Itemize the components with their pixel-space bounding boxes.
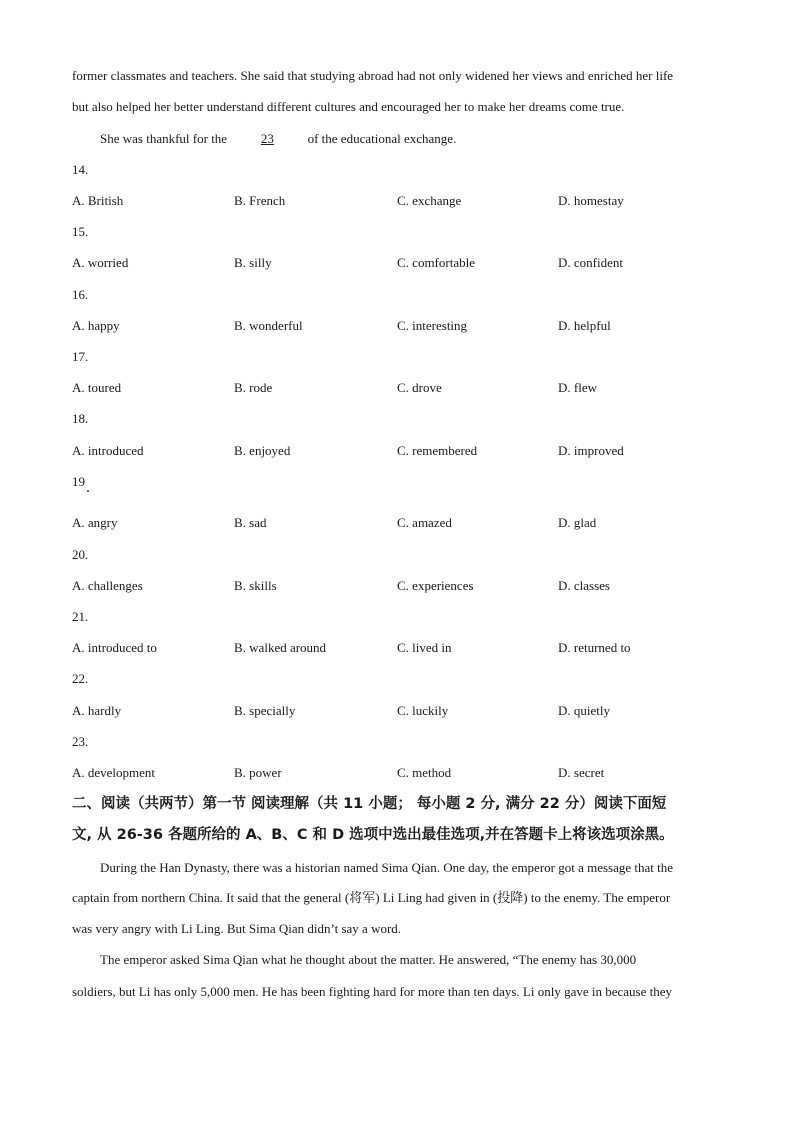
answer-blank: 23 (260, 131, 274, 146)
option-c: C. drove (397, 380, 442, 395)
passage-line: During the Han Dynasty, there was a historian named Sima Qian. One day, the emperor got a message that the (100, 860, 674, 875)
passage-line: captain from northern China. It said that the general (将军) Li Ling had given in (投降) to the enemy. The emperor (72, 890, 671, 905)
sentence-before: She was thankful for the (100, 131, 231, 146)
option-a: A. happy (72, 318, 120, 333)
option-c: C. method (397, 765, 452, 780)
question-number: 19 (72, 474, 85, 489)
stray-dot (87, 490, 89, 492)
question-number: 16. (72, 287, 89, 302)
option-c: C. exchange (397, 193, 462, 208)
option-b: B. specially (234, 703, 296, 718)
question-number: 18. (72, 411, 89, 426)
blank-sentence (100, 130, 752, 148)
option-a: A. introduced (72, 443, 144, 458)
option-b: B. walked around (234, 640, 327, 655)
option-d: D. quietly (558, 703, 610, 718)
passage-line: soldiers, but Li has only 5,000 men. He has been fighting hard for more than ten days. Li only gave in because they (72, 984, 673, 999)
option-b: B. wonderful (234, 318, 303, 333)
option-c: C. lived in (397, 640, 452, 655)
section-heading: 文, 从 26-36 各题所给的 A、B、C 和 D 选项中选出最佳选项,并在答题卡上将该选项涂黑。 (72, 827, 674, 843)
sentence-after: of the educational exchange. (304, 131, 457, 146)
option-a: A. development (72, 765, 156, 780)
option-b: B. skills (234, 578, 277, 593)
question-number: 15. (72, 224, 89, 239)
option-a: A. British (72, 193, 124, 208)
option-d: D. improved (558, 443, 624, 458)
option-b: B. silly (234, 255, 272, 270)
option-b: B. enjoyed (234, 443, 291, 458)
option-d: D. returned to (558, 640, 631, 655)
option-c: C. luckily (397, 703, 449, 718)
option-a: A. challenges (72, 578, 143, 593)
option-b: B. sad (234, 515, 267, 530)
passage-line: but also helped her better understand different cultures and encouraged her to make her dreams come true. (72, 99, 625, 114)
passage-line: was very angry with Li Ling. But Sima Qian didn’t say a word. (72, 921, 402, 936)
question-number: 20. (72, 547, 89, 562)
option-c: C. remembered (397, 443, 478, 458)
option-d: D. confident (558, 255, 623, 270)
option-d: D. secret (558, 765, 605, 780)
question-number: 17. (72, 349, 89, 364)
option-c: C. interesting (397, 318, 468, 333)
option-d: D. glad (558, 515, 597, 530)
option-d: D. flew (558, 380, 597, 395)
option-b: B. French (234, 193, 286, 208)
section-heading: 二、阅读（共两节）第一节 阅读理解（共 11 小题； 每小题 2 分, 满分 22 分）阅读下面短 (72, 796, 667, 812)
question-number: 23. (72, 734, 89, 749)
option-c: C. comfortable (397, 255, 475, 270)
option-b: B. power (234, 765, 282, 780)
option-d: D. homestay (558, 193, 624, 208)
question-number: 22. (72, 671, 89, 686)
question-number: 21. (72, 609, 89, 624)
option-b: B. rode (234, 380, 273, 395)
passage-line: former classmates and teachers. She said that studying abroad had not only widened her views and enriched her life (72, 68, 674, 83)
option-a: A. hardly (72, 703, 122, 718)
passage-line: The emperor asked Sima Qian what he thought about the matter. He answered, “The enemy has 30,000 (100, 952, 637, 967)
option-a: A. toured (72, 380, 122, 395)
option-c: C. amazed (397, 515, 452, 530)
option-d: D. helpful (558, 318, 611, 333)
question-number: 14. (72, 162, 89, 177)
option-a: A. angry (72, 515, 118, 530)
option-a: A. worried (72, 255, 129, 270)
option-d: D. classes (558, 578, 610, 593)
option-a: A. introduced to (72, 640, 157, 655)
option-c: C. experiences (397, 578, 474, 593)
